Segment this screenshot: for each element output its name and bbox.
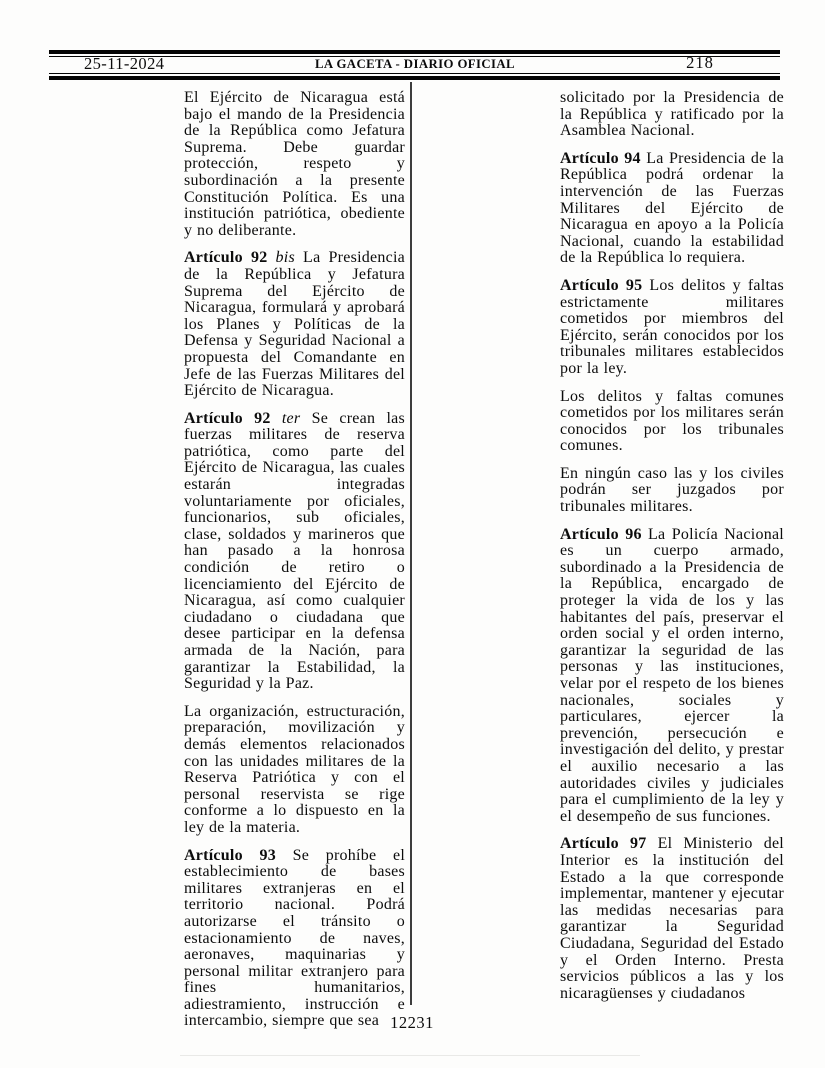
header-rule-bottom-thin xyxy=(49,73,780,74)
article-label: Artículo 93 xyxy=(184,846,276,864)
text-run: El Ministerio del Interior es la institución del Estado a la que corresponde implementar, mantener y ejecutar las medidas necesarias para garantizar la Seguridad Ciudadana, Seguridad del Estado y el Orden Interno. Presta servicios públicos a las y los nicaragüenses y ciudadanos xyxy=(560,835,784,1002)
article-label: Artículo 95 xyxy=(560,276,643,294)
paragraph xyxy=(184,90,405,239)
paragraph xyxy=(184,250,405,399)
header-title: LA GACETA - DIARIO OFICIAL xyxy=(314,57,515,71)
left-column xyxy=(184,90,405,1030)
article-label: Artículo 92 xyxy=(184,249,276,267)
text-run: Los delitos y faltas estrictamente militares cometidos por miembros del Ejército, serán conocidos por los tribunales militares establecidos por la ley. xyxy=(560,276,785,377)
paragraph xyxy=(560,90,784,140)
article-label: Artículo 96 xyxy=(560,525,642,543)
paragraph xyxy=(560,466,784,516)
paragraph xyxy=(184,411,405,693)
footer-folio-number: 12231 xyxy=(390,1013,434,1032)
scan-artifact xyxy=(180,1055,640,1056)
text-run: El Ejército de Nicaragua está bajo el mando de la Presidencia de la República como Jefatura Suprema. Debe guardar protección, respeto y subordinación a la presente Constitución Política. Es una institución patriótica, obediente y no deliberante. xyxy=(184,89,405,239)
text-run: ter xyxy=(281,409,301,427)
text-run: Se crean las fuerzas militares de reserva patriótica, como parte del Ejército de Nicaragua, las cuales estarán integradas voluntariamente por oficiales, funcionarios, sub oficiales, clase, soldados y marineros que han pasado a la honrosa condición de retiro o licenciamiento del Ejército de Nicaragua, así como cualquier ciudadano o ciudadana que desee participar en la defensa armada de la Nación, para garantizar la Estabilidad, la Seguridad y la Paz. xyxy=(184,409,406,693)
header-rule-bottom-thick xyxy=(49,76,780,80)
paragraph xyxy=(560,151,784,267)
text-run: La Policía Nacional es un cuerpo armado, subordinado a la Presidencia de la República, encargado de proteger la vida de los y las habitantes del país, preservar el orden social y el orden interno, garantizar la seguridad de las personas y las instituciones, velar por el respeto de los bienes nacionales, sociales y particulares, ejercer la prevención, persecución e investigación del delito, y prestar el auxilio necesario a las autoridades civiles y judiciales para el cumplimiento de la ley y el desempeño de sus funciones. xyxy=(560,525,784,825)
text-run: bis xyxy=(275,249,295,267)
paragraph xyxy=(560,278,784,378)
paragraph xyxy=(560,389,784,455)
paragraph xyxy=(184,704,405,837)
paragraph xyxy=(560,836,784,1002)
paragraph xyxy=(560,527,784,826)
column-divider xyxy=(410,82,412,1005)
text-run: La Presidencia de la República y Jefatura Suprema del Ejército de Nicaragua, formulará y aprobará los Planes y Políticas de la Defensa y Seguridad Nacional a propuesta del Comandante en Jefe de las Fuerzas Militares del Ejército de Nicaragua. xyxy=(184,249,406,400)
text-run: Los delitos y faltas comunes cometidos por los militares serán conocidos por los tribunales comunes. xyxy=(560,387,784,455)
right-column xyxy=(560,90,784,1002)
paragraph xyxy=(184,848,405,1031)
article-label: Artículo 94 xyxy=(560,149,641,167)
article-label: Artículo 97 xyxy=(560,835,647,853)
text-run: La organización, estructuración, preparación, movilización y demás elementos relacionados con las unidades militares de la Reserva Patriótica y con el personal reservista se rige conforme a lo dispuesto en la ley de la materia. xyxy=(184,702,405,836)
text-run: La Presidencia de la República podrá ordenar la intervención de las Fuerzas Militares del Ejército de Nicaragua en apoyo a la Policía Nacional, cuando la estabilidad de la República lo requiera. xyxy=(560,149,784,267)
text-run: En ningún caso las y los civiles podrán ser juzgados por tribunales militares. xyxy=(560,464,784,516)
text-run: Se prohíbe el establecimiento de bases militares extranjeras en el territorio nacional. Podrá autorizarse el tránsito o estacionamiento de naves, aeronaves, maquinarias y personal militar extranjero para fines humanitarios, adiestramiento, instrucción e intercambio, siempre que sea xyxy=(184,846,406,1030)
header-page-number: 218 xyxy=(686,53,714,72)
article-label: Artículo 92 xyxy=(184,409,282,427)
header-date: 25-11-2024 xyxy=(84,54,165,73)
text-run: solicitado por la Presidencia de la República y ratificado por la Asamblea Nacional. xyxy=(560,89,784,140)
